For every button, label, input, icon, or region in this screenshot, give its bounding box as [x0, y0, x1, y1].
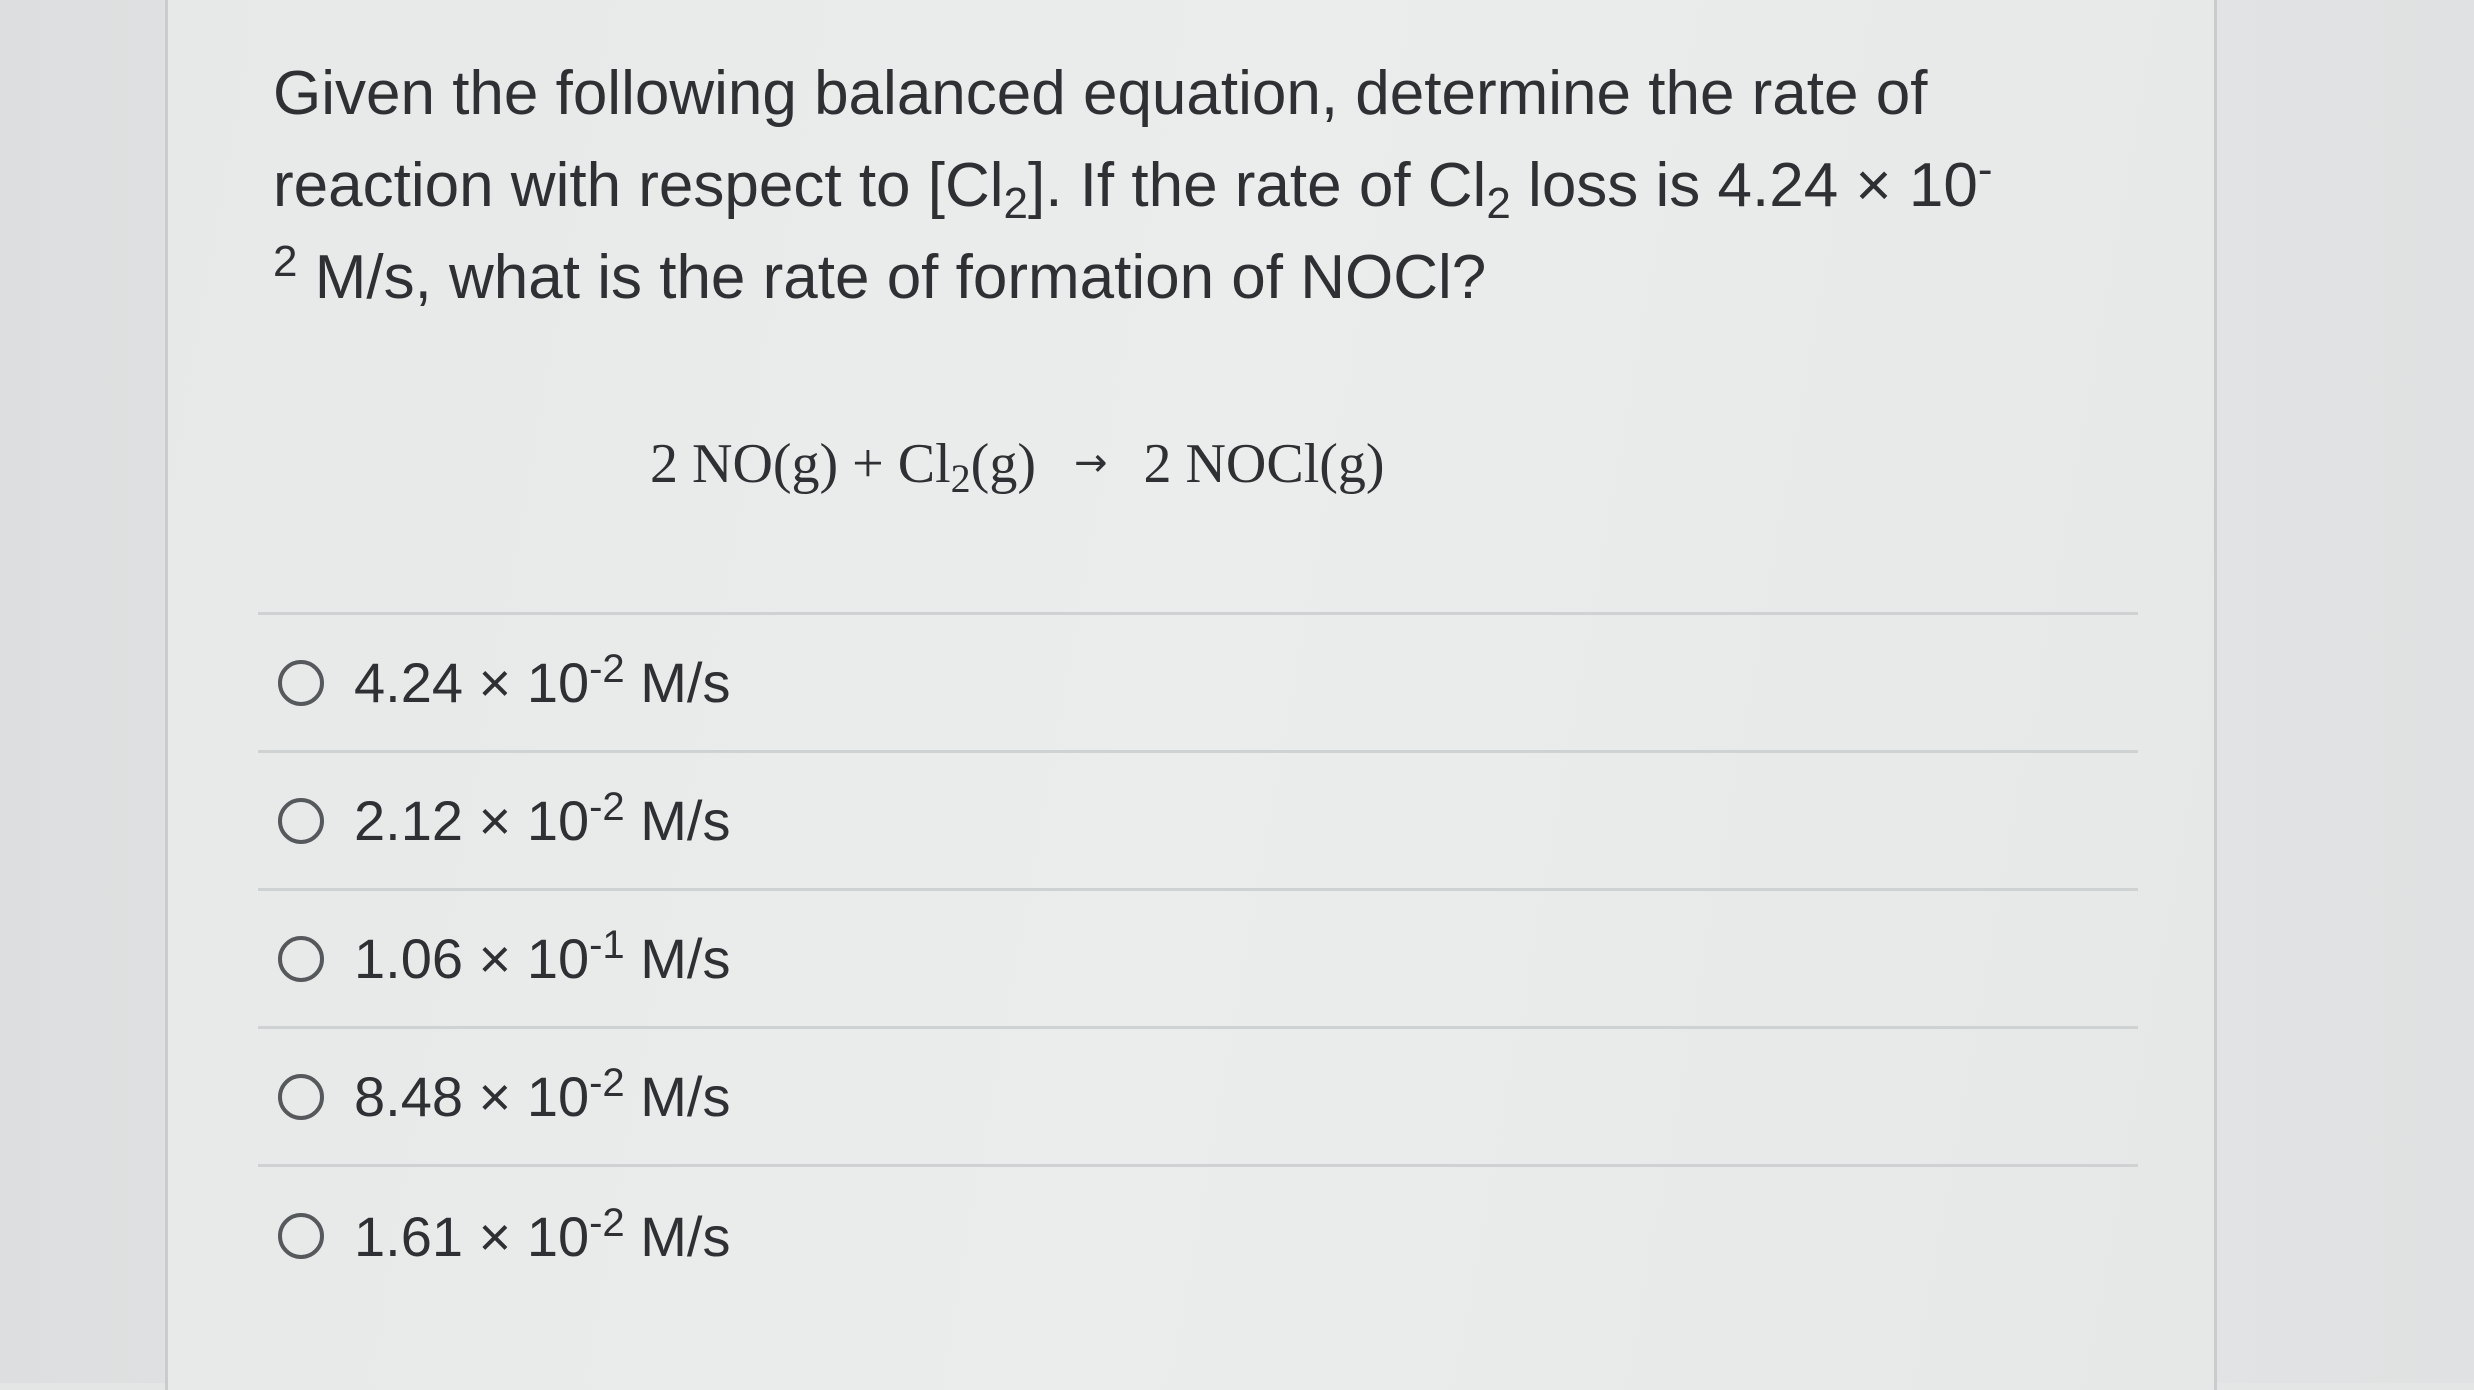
question-line-2b: ]. If the rate of Cl — [1028, 151, 1487, 220]
subscript: 2 — [950, 456, 971, 501]
equation-reactants: 2 NO(g) + Cl — [650, 433, 951, 495]
question-line-2c: loss is 4.24 × 10 — [1510, 151, 1978, 220]
question-line-3: M/s, what is the rate of formation of NOCl? — [297, 243, 1487, 312]
answer-option-1[interactable] — [258, 615, 2138, 753]
answer-option-3[interactable] — [258, 891, 2138, 1029]
superscript: 2 — [273, 237, 298, 286]
radio-button[interactable] — [278, 798, 324, 844]
option-unit: M/s — [624, 651, 731, 714]
answer-option-5[interactable] — [258, 1167, 2138, 1305]
equation-product: 2 NOCl(g) — [1143, 433, 1385, 495]
question-line-2a: reaction with respect to [Cl — [273, 151, 1004, 220]
equation-reactant-phase: (g) — [970, 433, 1036, 495]
option-exponent: -2 — [589, 1061, 625, 1105]
option-exponent: -2 — [589, 785, 625, 829]
answer-option-2[interactable] — [258, 753, 2138, 891]
option-value: 1.06 × 10 — [354, 927, 590, 990]
option-exponent: -1 — [589, 923, 625, 967]
radio-button[interactable] — [278, 936, 324, 982]
radio-button[interactable] — [278, 1074, 324, 1120]
option-unit: M/s — [624, 789, 731, 852]
option-exponent: -2 — [589, 647, 625, 691]
subscript: 2 — [1003, 179, 1029, 228]
subscript: 2 — [1486, 179, 1511, 228]
option-unit: M/s — [624, 1065, 731, 1128]
option-unit: M/s — [624, 1204, 731, 1268]
radio-button[interactable] — [278, 1213, 324, 1259]
option-value: 1.61 × 10 — [354, 1204, 590, 1268]
option-label — [354, 785, 731, 853]
question-text — [273, 48, 2073, 324]
option-unit: M/s — [624, 927, 731, 990]
option-label — [354, 1061, 731, 1129]
superscript: - — [1977, 145, 1993, 194]
answer-options — [258, 612, 2138, 1305]
question-line-1: Given the following balanced equation, determine the rate of — [273, 59, 1928, 128]
option-value: 8.48 × 10 — [354, 1065, 590, 1128]
reaction-arrow-icon: → — [1073, 440, 1108, 486]
radio-button[interactable] — [278, 660, 324, 706]
answer-option-4[interactable] — [258, 1029, 2138, 1167]
option-label — [354, 647, 731, 715]
option-label — [354, 1200, 731, 1269]
chemical-equation — [650, 432, 1385, 501]
option-value: 4.24 × 10 — [354, 651, 590, 714]
option-label — [354, 923, 731, 991]
option-exponent: -2 — [589, 1200, 625, 1245]
option-value: 2.12 × 10 — [354, 789, 590, 852]
